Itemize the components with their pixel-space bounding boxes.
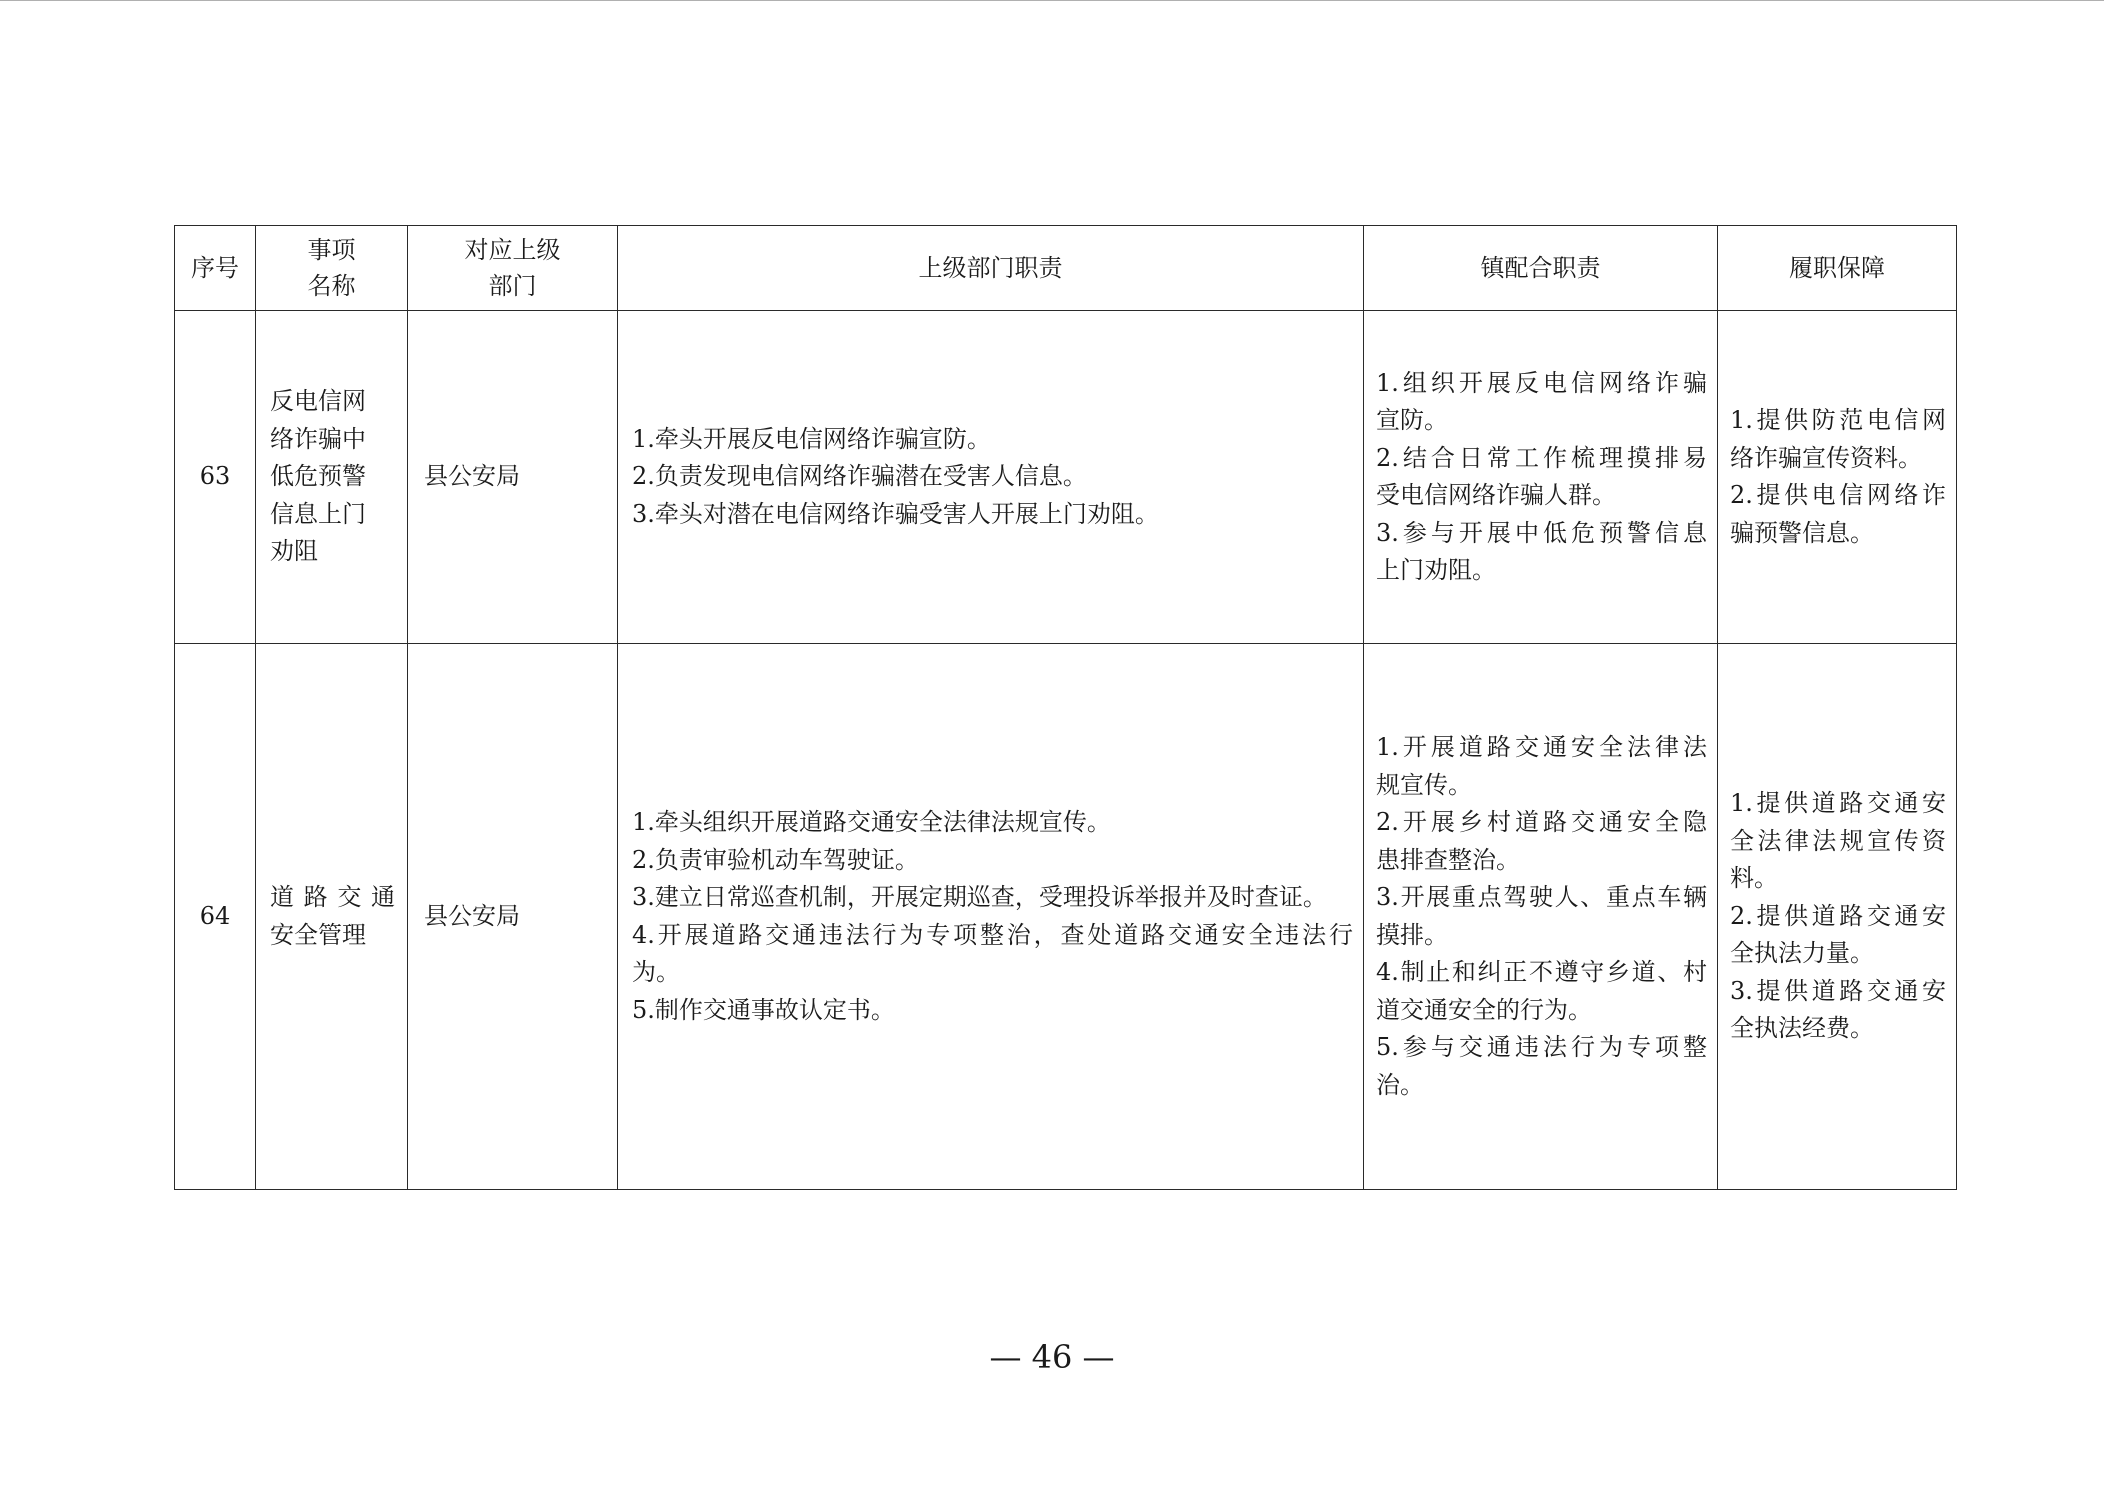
upper-duty-line: 3.建立日常巡查机制，开展定期巡查，受理投诉举报并及时查证。 bbox=[632, 883, 1327, 911]
department: 县公安局 bbox=[408, 644, 618, 1190]
guarantee-line: 全法律法规宣传资 bbox=[1730, 826, 1946, 855]
town-duty-line: 宣防。 bbox=[1376, 406, 1448, 434]
guarantee-line: 骗预警信息。 bbox=[1730, 518, 1874, 547]
upper-duty-line: 4.开展道路交通违法行为专项整治，查处道路交通安全违法行 bbox=[632, 920, 1353, 949]
upper-duty-line: 为。 bbox=[632, 958, 680, 986]
town-duty-line: 2.开展乡村道路交通安全隐 bbox=[1376, 808, 1707, 836]
table-row bbox=[175, 311, 1957, 644]
item-name-line: 道路交通 bbox=[270, 883, 395, 911]
upper-duty-line: 5.制作交通事故认定书。 bbox=[632, 995, 895, 1024]
item-name-line: 安全管理 bbox=[270, 920, 366, 949]
guarantee-line: 全执法力量。 bbox=[1730, 939, 1874, 968]
department: 县公安局 bbox=[408, 311, 618, 644]
town-duty-line: 患排查整治。 bbox=[1376, 845, 1520, 874]
guarantee-line: 全执法经费。 bbox=[1730, 1014, 1874, 1043]
header-name bbox=[256, 226, 408, 311]
guarantee-line: 料。 bbox=[1730, 864, 1778, 893]
upper-duty bbox=[618, 644, 1364, 1190]
upper-duty bbox=[618, 311, 1364, 644]
town-duty-line: 2.结合日常工作梳理摸排易 bbox=[1376, 443, 1707, 472]
header-town-duty: 镇配合职责 bbox=[1364, 226, 1718, 311]
guarantee bbox=[1718, 311, 1957, 644]
upper-duty-line: 3.牵头对潜在电信网络诈骗受害人开展上门劝阻。 bbox=[632, 499, 1159, 528]
table-header-row bbox=[175, 226, 1957, 311]
town-duty-line: 5.参与交通违法行为专项整 bbox=[1376, 1033, 1707, 1061]
row-number: 63 bbox=[175, 311, 256, 644]
header-guarantee: 履职保障 bbox=[1718, 226, 1957, 311]
item-name bbox=[256, 311, 408, 644]
town-duty-line: 4.制止和纠正不遵守乡道、村 bbox=[1376, 958, 1707, 986]
guarantee-line: 络诈骗宣传资料。 bbox=[1730, 443, 1922, 472]
upper-duty-line: 1.牵头开展反电信网络诈骗宣防。 bbox=[632, 424, 991, 453]
town-duty-line: 1.开展道路交通安全法律法 bbox=[1376, 733, 1707, 761]
guarantee-line: 2.提供电信网络诈 bbox=[1730, 481, 1946, 509]
guarantee bbox=[1718, 644, 1957, 1190]
header-dept-line-2: 部门 bbox=[488, 272, 537, 300]
header-dept-line-1: 对应上级 bbox=[464, 236, 561, 264]
table-row bbox=[175, 644, 1957, 1190]
town-duty-line: 摸排。 bbox=[1376, 920, 1448, 949]
item-name-line: 信息上门 bbox=[270, 499, 366, 528]
item-name-line: 反电信网 bbox=[270, 387, 366, 416]
item-name-line: 劝阻 bbox=[270, 537, 318, 566]
guarantee-line: 2.提供道路交通安 bbox=[1730, 901, 1946, 930]
town-duty-line: 规宣传。 bbox=[1376, 770, 1472, 799]
town-duty-line: 道交通安全的行为。 bbox=[1376, 995, 1592, 1024]
header-name-line-2: 名称 bbox=[307, 272, 356, 300]
item-name bbox=[256, 644, 408, 1190]
upper-duty-line: 2.负责发现电信网络诈骗潜在受害人信息。 bbox=[632, 462, 1087, 491]
upper-duty-line: 1.牵头组织开展道路交通安全法律法规宣传。 bbox=[632, 808, 1111, 836]
guarantee-line: 1.提供道路交通安 bbox=[1730, 789, 1946, 818]
header-name-line-1: 事项 bbox=[307, 236, 356, 264]
town-duty bbox=[1364, 311, 1718, 644]
header-num: 序号 bbox=[175, 226, 256, 311]
town-duty bbox=[1364, 644, 1718, 1190]
town-duty-line: 3.开展重点驾驶人、重点车辆 bbox=[1376, 883, 1707, 911]
town-duty-line: 3.参与开展中低危预警信息 bbox=[1376, 518, 1707, 547]
row-number: 64 bbox=[175, 644, 256, 1190]
town-duty-line: 上门劝阻。 bbox=[1376, 556, 1496, 584]
item-name-line: 络诈骗中 bbox=[270, 424, 366, 453]
upper-duty-line: 2.负责审验机动车驾驶证。 bbox=[632, 845, 919, 874]
header-dept bbox=[408, 226, 618, 311]
item-name-line: 低危预警 bbox=[270, 462, 366, 491]
header-upper-duty: 上级部门职责 bbox=[618, 226, 1364, 311]
town-duty-line: 治。 bbox=[1376, 1070, 1424, 1099]
town-duty-line: 1.组织开展反电信网络诈骗 bbox=[1376, 368, 1707, 397]
guarantee-line: 3.提供道路交通安 bbox=[1730, 976, 1946, 1005]
page-number: — 46 — bbox=[989, 1338, 1115, 1376]
top-border-line bbox=[0, 0, 2104, 1]
duty-table bbox=[174, 225, 1957, 1190]
guarantee-line: 1.提供防范电信网 bbox=[1730, 406, 1946, 434]
town-duty-line: 受电信网络诈骗人群。 bbox=[1376, 481, 1616, 509]
